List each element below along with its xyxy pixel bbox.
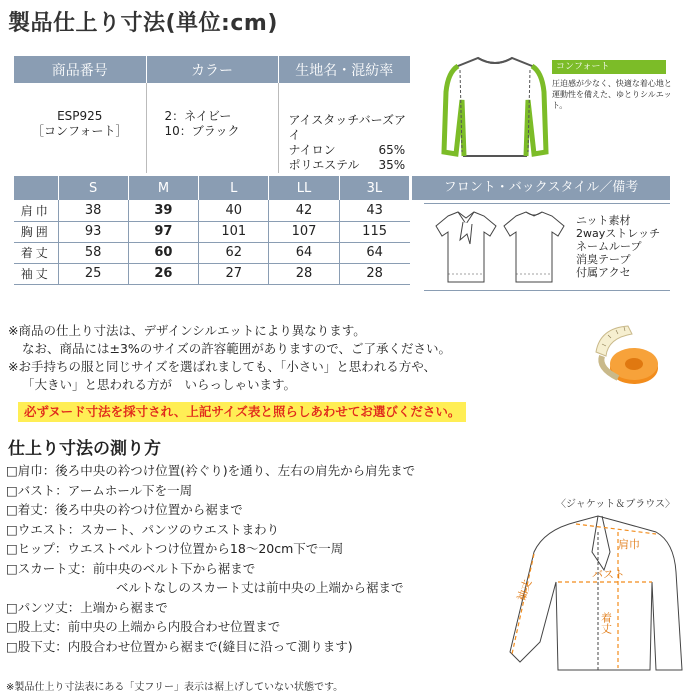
size-cell: 38 — [58, 200, 128, 221]
table-row — [14, 242, 410, 263]
size-cell: 64 — [269, 242, 339, 263]
jacket-diagram-icon — [506, 512, 692, 672]
footnote: ※製品仕上り寸法表にある「丈フリー」表示は裾上げしていない状態です。 — [6, 682, 344, 693]
diagram-label-sleeve: 袖丈 — [514, 577, 535, 604]
tape-measure-icon — [588, 322, 668, 392]
style-header: フロント・バックスタイル／備考 — [412, 176, 670, 200]
measure-item: □ウエスト：スカート、パンツのウエストまわり — [6, 521, 280, 537]
color-item: 10：ブラック — [164, 124, 240, 138]
size-header: S — [58, 176, 128, 200]
measure-item: □スカート丈：前中央のベルト下から裾まで — [6, 560, 256, 576]
measure-item: □パンツ丈：上端から裾まで — [6, 599, 168, 615]
highlight-note: 必ずヌード寸法を採寸され、上記サイズ表と照らしあわせてお選びください。 — [18, 402, 466, 422]
comfort-description: 圧迫感が少なく、快適な着心地と運動性を備えた、ゆとりシルエット。 — [552, 79, 672, 110]
product-code: ESP925 — [57, 109, 103, 123]
size-cell: 40 — [199, 200, 269, 221]
measure-item: □股下丈：内股合わせ位置から裾まで(縫目に沿って測ります) — [6, 638, 353, 654]
size-cell: 39 — [128, 200, 198, 221]
note-line: ※お手持ちの服と同じサイズを選ばれましても、「小さい」と思われる方や、 — [8, 359, 436, 374]
feature-item: ネームループ — [576, 240, 642, 253]
size-header: M — [128, 176, 198, 200]
measure-item: □股上丈：前中央の上端から内股合わせ位置まで — [6, 619, 281, 634]
note-line: なお、商品には±3%のサイズの許容範囲がありますので、ご了承ください。 — [22, 341, 452, 356]
size-table — [14, 176, 410, 285]
fabric-name: アイスタッチバーズアイ — [288, 113, 406, 142]
measure-item: □着丈：後ろ中央の衿つけ位置から裾まで — [6, 502, 243, 517]
comfort-badge: コンフォート — [552, 60, 666, 74]
product-table — [14, 56, 410, 173]
measure-list — [6, 461, 415, 656]
fabric-row: ポリエステル 35% — [288, 158, 406, 172]
feature-list — [576, 214, 660, 279]
feature-item: ニット素材 — [576, 214, 631, 227]
size-header-blank — [14, 176, 58, 200]
measure-item: □肩巾：後ろ中央の衿つけ位置(衿ぐり)を通り、左右の肩先から肩先まで — [6, 463, 416, 478]
size-cell: 97 — [128, 221, 198, 242]
row-label: 肩巾 — [14, 200, 58, 221]
size-header: L — [199, 176, 269, 200]
note-line: ※商品の仕上り寸法は、デザインシルエットにより異なります。 — [8, 323, 366, 338]
measure-item: ベルトなしのスカート丈は前中央の上端から裾まで — [116, 580, 404, 595]
size-cell: 42 — [269, 200, 339, 221]
color-item: 2：ネイビー — [164, 109, 232, 123]
header-fabric: 生地名・混紡率 — [278, 56, 410, 83]
size-cell: 28 — [269, 263, 339, 284]
size-cell: 58 — [58, 242, 128, 263]
diagram-label: 〈ジャケット＆ブラウス〉 — [556, 499, 675, 510]
fabric-row: ナイロン 65% — [288, 143, 406, 157]
note-line: 「大きい」と思われる方が いらっしゃいます。 — [22, 377, 297, 392]
size-cell: 60 — [128, 242, 198, 263]
feature-item: 2wayストレッチ — [576, 227, 661, 240]
size-cell: 62 — [199, 242, 269, 263]
page-title: 製品仕上り寸法(単位:cm) — [8, 11, 278, 36]
polo-shirt-icon — [430, 210, 570, 286]
size-header: 3L — [339, 176, 409, 200]
table-row — [14, 221, 410, 242]
product-code-sub: ［コンフォート］ — [32, 124, 128, 138]
measure-title: 仕上り寸法の測り方 — [8, 439, 161, 459]
table-row — [14, 263, 410, 284]
size-cell: 115 — [339, 221, 409, 242]
row-label: 袖丈 — [14, 263, 58, 284]
measure-item: □ヒップ：ウエストベルトつけ位置から18〜20cm下で一周 — [6, 541, 344, 556]
product-code-cell — [14, 83, 146, 173]
size-cell: 26 — [128, 263, 198, 284]
measure-item: □バスト：アームホール下を一周 — [6, 482, 193, 498]
size-cell: 101 — [199, 221, 269, 242]
table-row — [14, 200, 410, 221]
size-cell: 25 — [58, 263, 128, 284]
header-product-code: 商品番号 — [14, 56, 146, 83]
comfort-silhouette-icon — [440, 52, 550, 162]
header-color: カラー — [146, 56, 278, 83]
diagram-label-bust: バスト — [592, 568, 625, 581]
feature-item: 付属アクセ — [576, 266, 631, 279]
color-cell — [146, 83, 278, 173]
notes — [8, 322, 451, 394]
row-label: 胸囲 — [14, 221, 58, 242]
size-cell: 93 — [58, 221, 128, 242]
size-cell: 64 — [339, 242, 409, 263]
fabric-cell — [278, 83, 410, 173]
size-cell: 28 — [339, 263, 409, 284]
row-label: 着丈 — [14, 242, 58, 263]
size-cell: 43 — [339, 200, 409, 221]
size-cell: 27 — [199, 263, 269, 284]
feature-item: 消臭テープ — [576, 253, 631, 266]
diagram-label-length: 着丈 — [599, 612, 613, 634]
size-cell: 107 — [269, 221, 339, 242]
size-header: LL — [269, 176, 339, 200]
diagram-label-shoulder: 肩巾 — [618, 538, 640, 551]
